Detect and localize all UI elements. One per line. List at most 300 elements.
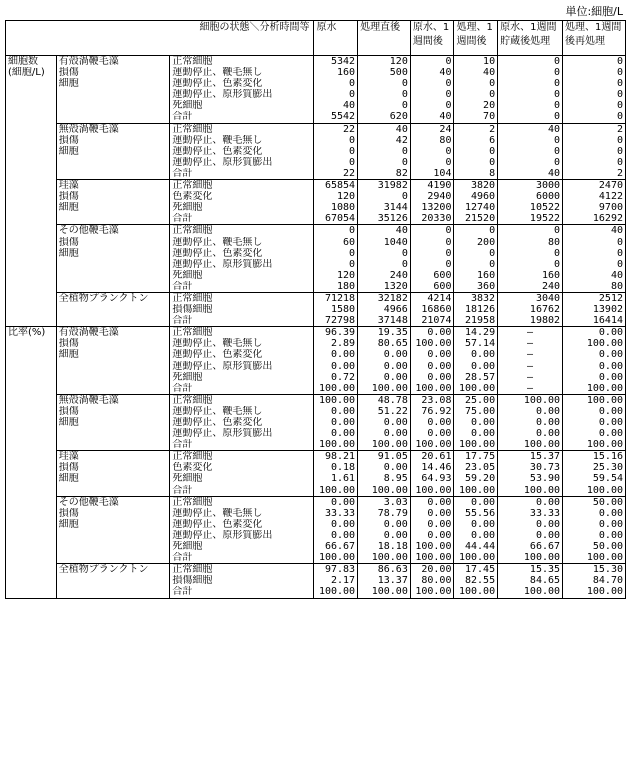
category-label [56, 281, 170, 293]
value-cell: 40 [410, 111, 454, 123]
header-col-retreated: 処理、1週間後再処理 [563, 21, 626, 56]
value-cell: 70 [454, 111, 498, 123]
value-cell: 0 [358, 248, 411, 259]
table-row [6, 146, 626, 157]
value-cell: 20330 [410, 213, 454, 225]
value-cell: 22 [314, 168, 358, 180]
group-label [6, 281, 57, 293]
value-cell: 0.72 [314, 372, 358, 383]
value-cell: 19522 [498, 213, 563, 225]
group-label [6, 191, 57, 202]
value-cell: 0.00 [498, 417, 563, 428]
value-cell: 0.00 [410, 508, 454, 519]
table-row [6, 338, 626, 349]
category-label: 損傷 [56, 508, 170, 519]
value-cell: 0 [410, 89, 454, 100]
value-cell: 22 [314, 123, 358, 135]
state-label: 死細胞 [172, 269, 203, 281]
category-label: 無殻渦鞭毛藻 [56, 123, 170, 135]
value-cell: 100.00 [314, 383, 358, 395]
category-label [56, 157, 170, 168]
state-label: 運動停止、鞭毛無し [172, 338, 263, 350]
category-label: 無殻渦鞭毛藻 [56, 394, 170, 406]
value-cell: 0.00 [358, 519, 411, 530]
value-cell: 0.00 [563, 417, 626, 428]
value-cell: 50.00 [563, 496, 626, 508]
value-cell: 0 [563, 100, 626, 111]
table-row [6, 439, 626, 451]
group-label [6, 146, 57, 157]
table-row [6, 394, 626, 406]
value-cell: 0 [563, 146, 626, 157]
value-cell: 0.00 [410, 349, 454, 360]
value-cell: 0.00 [358, 349, 411, 360]
group-label [6, 157, 57, 168]
value-cell: 0 [454, 78, 498, 89]
state-label: 死細胞 [172, 371, 203, 383]
value-cell: 4122 [563, 191, 626, 202]
value-cell: 0 [563, 89, 626, 100]
value-cell: 21074 [410, 315, 454, 327]
value-cell: 19.35 [358, 327, 411, 339]
value-cell: 100.00 [410, 541, 454, 552]
value-cell: 0 [358, 89, 411, 100]
value-cell: 2.17 [314, 575, 358, 586]
category-label: 損傷 [56, 67, 170, 78]
value-cell: 0.00 [454, 496, 498, 508]
value-cell: 0.00 [454, 519, 498, 530]
value-cell: 0 [314, 225, 358, 237]
value-cell: 0.00 [410, 372, 454, 383]
category-label [56, 372, 170, 383]
value-cell: 0 [314, 135, 358, 146]
value-cell: 31982 [358, 180, 411, 192]
state-label: 運動停止、原形質膨出 [172, 258, 273, 270]
value-cell: 21958 [454, 315, 498, 327]
value-cell: 78.79 [358, 508, 411, 519]
table-row [6, 292, 626, 304]
state-label: 合計 [172, 111, 193, 123]
value-cell: 0 [563, 56, 626, 68]
state-label: 運動停止、色素変化 [172, 247, 263, 259]
state-label: 死細胞 [172, 202, 203, 214]
value-cell: 600 [410, 270, 454, 281]
value-cell: 0.00 [563, 428, 626, 439]
value-cell: 0 [410, 100, 454, 111]
state-label: 運動停止、鞭毛無し [172, 236, 263, 248]
category-label: 有殻渦鞭毛藻 [56, 327, 170, 339]
value-cell: 100.00 [410, 338, 454, 349]
header-row [6, 21, 626, 56]
state-label: 運動停止、色素変化 [172, 145, 263, 157]
value-cell: 71218 [314, 292, 358, 304]
value-cell: 0 [358, 191, 411, 202]
state-label: 損傷細胞 [172, 575, 213, 587]
value-cell: 0.18 [314, 462, 358, 473]
value-cell: 0 [314, 89, 358, 100]
value-cell: 53.90 [498, 473, 563, 484]
value-cell: 0.00 [314, 349, 358, 360]
value-cell: 40 [358, 225, 411, 237]
category-label: 全植物プランクトン [56, 292, 170, 304]
value-cell: 40 [410, 67, 454, 78]
state-label: 正常細胞 [170, 394, 314, 406]
value-cell: 2512 [563, 292, 626, 304]
table-row [6, 349, 626, 360]
value-cell: 20.00 [410, 564, 454, 576]
value-cell: 15.16 [563, 451, 626, 463]
value-cell: 100.00 [563, 338, 626, 349]
state-label: 正常細胞 [170, 496, 314, 508]
value-cell: 100.00 [410, 383, 454, 395]
value-cell: 100.00 [314, 394, 358, 406]
value-cell: 13.37 [358, 575, 411, 586]
value-cell: — [498, 361, 563, 372]
value-cell: 57.14 [454, 338, 498, 349]
state-label: 運動停止、原形質膨出 [172, 360, 273, 372]
category-label [56, 89, 170, 100]
table-row [6, 462, 626, 473]
value-cell: 0 [563, 248, 626, 259]
value-cell: 3820 [454, 180, 498, 192]
state-label: 合計 [172, 382, 193, 394]
group-label [6, 406, 57, 417]
state-label: 運動停止、原形質膨出 [172, 156, 273, 168]
value-cell: 35126 [358, 213, 411, 225]
value-cell: 40 [498, 123, 563, 135]
value-cell: 75.00 [454, 406, 498, 417]
value-cell: 30.73 [498, 462, 563, 473]
state-label: 色素変化 [172, 191, 213, 203]
value-cell: 16762 [498, 304, 563, 315]
value-cell: 0.00 [358, 462, 411, 473]
table-row [6, 100, 626, 111]
value-cell: 0 [454, 259, 498, 270]
value-cell: 0.00 [410, 519, 454, 530]
value-cell: 0.00 [410, 428, 454, 439]
value-cell: — [498, 383, 563, 395]
value-cell: 0 [410, 225, 454, 237]
value-cell: 0.00 [454, 428, 498, 439]
category-label [56, 315, 170, 327]
value-cell: 0 [563, 237, 626, 248]
table-row [6, 270, 626, 281]
state-label: 運動停止、色素変化 [172, 417, 263, 428]
value-cell: 16292 [563, 213, 626, 225]
value-cell: 1040 [358, 237, 411, 248]
table-row [6, 564, 626, 576]
value-cell: 0 [314, 157, 358, 168]
value-cell: 80.65 [358, 338, 411, 349]
value-cell: 0 [410, 146, 454, 157]
value-cell: 0 [498, 225, 563, 237]
category-label [56, 428, 170, 439]
group-label [6, 100, 57, 111]
category-label [56, 530, 170, 541]
value-cell: 620 [358, 111, 411, 123]
value-cell: 65854 [314, 180, 358, 192]
category-label: 損傷 [56, 237, 170, 248]
value-cell: 100.00 [454, 552, 498, 564]
table-row [6, 383, 626, 395]
table-row [6, 248, 626, 259]
data-table [5, 20, 626, 599]
table-row [6, 111, 626, 123]
group-label [6, 259, 57, 270]
value-cell: 20 [454, 100, 498, 111]
state-label: 運動停止、色素変化 [172, 518, 263, 530]
value-cell: 0 [498, 248, 563, 259]
value-cell: 0.00 [498, 519, 563, 530]
state-label: 合計 [170, 586, 314, 598]
group-label [6, 89, 57, 100]
value-cell: 2 [454, 123, 498, 135]
state-label: 正常細胞 [170, 327, 314, 339]
value-cell: 23.05 [454, 462, 498, 473]
value-cell: 100.00 [410, 586, 454, 598]
table-row [6, 485, 626, 497]
value-cell: 0.00 [410, 496, 454, 508]
value-cell: 3832 [454, 292, 498, 304]
value-cell: 0.00 [410, 327, 454, 339]
table-row [6, 213, 626, 225]
group-label [6, 315, 57, 327]
value-cell: 0.00 [314, 417, 358, 428]
table-row [6, 586, 626, 598]
value-cell: 100.00 [454, 383, 498, 395]
category-label [56, 111, 170, 123]
category-label: 珪藻 [56, 451, 170, 463]
value-cell: 66.67 [498, 541, 563, 552]
value-cell: 120 [314, 191, 358, 202]
category-label [56, 439, 170, 451]
value-cell: 15.37 [498, 451, 563, 463]
value-cell: 100.00 [454, 485, 498, 497]
value-cell: 13200 [410, 202, 454, 213]
category-label: その他鞭毛藻 [56, 225, 170, 237]
group-label [6, 78, 57, 89]
value-cell: — [498, 349, 563, 360]
value-cell: 3000 [498, 180, 563, 192]
value-cell: 0 [498, 67, 563, 78]
value-cell: 1080 [314, 202, 358, 213]
value-cell: 100.00 [563, 552, 626, 564]
value-cell: 19802 [498, 315, 563, 327]
state-label: 正常細胞 [170, 123, 314, 135]
table-row [6, 406, 626, 417]
value-cell: 0 [454, 225, 498, 237]
value-cell: 160 [314, 67, 358, 78]
value-cell: 25.30 [563, 462, 626, 473]
table-row [6, 575, 626, 586]
value-cell: — [498, 338, 563, 349]
group-label: 比率(%) [6, 327, 57, 339]
value-cell: 0.00 [314, 519, 358, 530]
value-cell: 1320 [358, 281, 411, 293]
table-row [6, 67, 626, 78]
group-label [6, 123, 57, 135]
value-cell: 0 [498, 78, 563, 89]
table-row [6, 417, 626, 428]
value-cell: 40 [314, 100, 358, 111]
group-label [6, 237, 57, 248]
value-cell: 14.46 [410, 462, 454, 473]
state-label: 正常細胞 [170, 56, 314, 68]
value-cell: 3.03 [358, 496, 411, 508]
table-row [6, 552, 626, 564]
table-row [6, 281, 626, 293]
value-cell: 240 [498, 281, 563, 293]
value-cell: 0 [358, 259, 411, 270]
group-label [6, 564, 57, 576]
value-cell: 0.00 [563, 361, 626, 372]
value-cell: 67054 [314, 213, 358, 225]
table-row [6, 530, 626, 541]
value-cell: 0 [498, 157, 563, 168]
category-label [56, 213, 170, 225]
state-label: 正常細胞 [170, 225, 314, 237]
value-cell: 80.00 [410, 575, 454, 586]
value-cell: 37148 [358, 315, 411, 327]
value-cell: 80 [563, 281, 626, 293]
value-cell: 0.00 [563, 327, 626, 339]
value-cell: 51.22 [358, 406, 411, 417]
group-label [6, 552, 57, 564]
table-row [6, 237, 626, 248]
group-label [6, 168, 57, 180]
category-label [56, 100, 170, 111]
value-cell: 0 [498, 56, 563, 68]
value-cell: 3040 [498, 292, 563, 304]
value-cell: 0.00 [498, 496, 563, 508]
value-cell: 8 [454, 168, 498, 180]
state-label: 死細胞 [172, 473, 203, 485]
value-cell: 360 [454, 281, 498, 293]
value-cell: 12740 [454, 202, 498, 213]
value-cell: 100.00 [563, 394, 626, 406]
value-cell: 4214 [410, 292, 454, 304]
category-label [56, 270, 170, 281]
value-cell: 76.92 [410, 406, 454, 417]
category-label [56, 552, 170, 564]
group-label [6, 292, 57, 304]
value-cell: 6000 [498, 191, 563, 202]
category-label: 細胞 [56, 473, 170, 484]
value-cell: 84.65 [498, 575, 563, 586]
group-label [6, 202, 57, 213]
state-label: 運動停止、原形質膨出 [172, 529, 273, 541]
value-cell: 100.00 [563, 383, 626, 395]
table-row [6, 372, 626, 383]
value-cell: 0 [410, 78, 454, 89]
value-cell: 100.00 [563, 485, 626, 497]
category-label: その他鞭毛藻 [56, 496, 170, 508]
group-label [6, 304, 57, 315]
group-label [6, 213, 57, 225]
table-row [6, 541, 626, 552]
group-label [6, 372, 57, 383]
value-cell: 96.39 [314, 327, 358, 339]
value-cell: 0.00 [314, 406, 358, 417]
value-cell: 5542 [314, 111, 358, 123]
value-cell: 72798 [314, 315, 358, 327]
unit-label: 単位:細胞/L [565, 5, 623, 18]
state-label: 運動停止、原形質膨出 [172, 89, 273, 101]
value-cell: 17.75 [454, 451, 498, 463]
value-cell: 120 [358, 56, 411, 68]
state-label: 運動停止、原形質膨出 [172, 428, 273, 440]
category-label [56, 259, 170, 270]
value-cell: 0 [454, 248, 498, 259]
value-cell: 2 [563, 168, 626, 180]
value-cell: 0.00 [314, 530, 358, 541]
value-cell: 100.00 [314, 586, 358, 598]
value-cell: 0 [358, 100, 411, 111]
value-cell: 104 [410, 168, 454, 180]
value-cell: 4966 [358, 304, 411, 315]
category-label: 細胞 [56, 248, 170, 259]
value-cell: 100.00 [454, 586, 498, 598]
table-row [6, 89, 626, 100]
group-label [6, 473, 57, 484]
value-cell: 18.18 [358, 541, 411, 552]
value-cell: 100.00 [410, 485, 454, 497]
table-row [6, 451, 626, 463]
value-cell: 100.00 [563, 586, 626, 598]
category-label: 損傷 [56, 135, 170, 146]
category-label: 細胞 [56, 349, 170, 360]
value-cell: 50.00 [563, 541, 626, 552]
category-label [56, 168, 170, 180]
state-label: 損傷細胞 [172, 304, 213, 316]
state-label: 運動停止、鞭毛無し [172, 507, 263, 519]
value-cell: 0.00 [563, 508, 626, 519]
value-cell: 100.00 [498, 439, 563, 451]
value-cell: 0 [358, 157, 411, 168]
group-label [6, 439, 57, 451]
header-col-raw-1w: 原水、1週間後 [410, 21, 454, 56]
value-cell: 0 [498, 146, 563, 157]
value-cell: 3144 [358, 202, 411, 213]
value-cell: 0 [410, 237, 454, 248]
table-row [6, 519, 626, 530]
table-body [6, 21, 626, 599]
value-cell: 44.44 [454, 541, 498, 552]
group-label [6, 270, 57, 281]
state-label: 死細胞 [172, 541, 203, 553]
value-cell: 6 [454, 135, 498, 146]
value-cell: 98.21 [314, 451, 358, 463]
value-cell: 0.00 [563, 530, 626, 541]
value-cell: 25.00 [454, 394, 498, 406]
value-cell: 82 [358, 168, 411, 180]
value-cell: 0 [454, 89, 498, 100]
value-cell: 0 [358, 78, 411, 89]
value-cell: 100.00 [498, 586, 563, 598]
value-cell: 0 [498, 89, 563, 100]
value-cell: 0.00 [498, 428, 563, 439]
value-cell: 0.00 [314, 361, 358, 372]
state-label: 運動停止、鞭毛無し [172, 134, 263, 146]
value-cell: 84.70 [563, 575, 626, 586]
header-blank-1 [6, 21, 57, 56]
header-col-treated: 処理直後 [358, 21, 411, 56]
value-cell: 100.00 [498, 394, 563, 406]
state-label: 合計 [172, 280, 193, 292]
category-label: 損傷 [56, 191, 170, 202]
value-cell: 14.29 [454, 327, 498, 339]
group-label [6, 225, 57, 237]
